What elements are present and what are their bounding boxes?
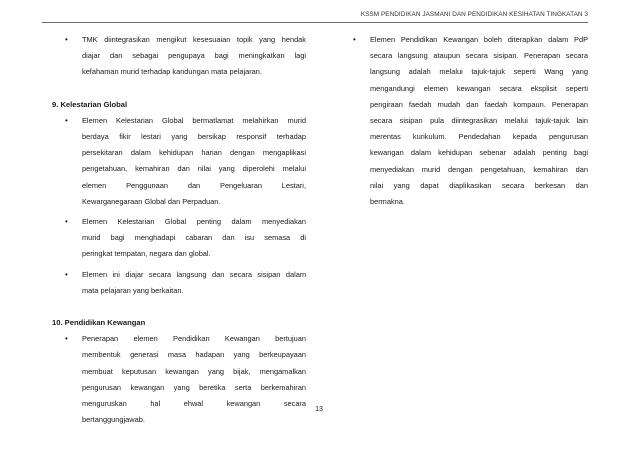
bullet-item-kewangan-2: [344, 32, 588, 210]
bullet-dot: •: [353, 35, 356, 44]
bullet-dot: •: [65, 217, 68, 227]
text-line: elemen Penggunaan dan Pengeluaran Lestari,: [82, 180, 306, 190]
spacer: [56, 81, 306, 97]
text-line: menyediakan murid dengan pengetahuan, kemahiran dan: [370, 164, 588, 174]
bullet-dot: •: [65, 334, 68, 344]
bullet-item-tmk: [56, 32, 306, 81]
bullet-item-kelestarian-2: [56, 214, 306, 263]
text-line: kefahaman murid terhadap kandungan mata pelajaran.: [82, 67, 262, 77]
section-heading-9: 9. Kelestarian Global: [52, 99, 128, 109]
bullet-item-kelestarian-3: [56, 267, 306, 299]
text-line: bertanggungjawab.: [82, 415, 145, 425]
text-line: Elemen Kelestarian Global penting dalam menyediakan: [82, 217, 306, 227]
text-line: berdaya fikir lestari yang bersikap responsif terhadap: [82, 132, 306, 142]
text-line: secara sisipan pula diintegrasikan melalui tajuk-tajuk lain: [370, 116, 588, 126]
bullet-dot: •: [65, 35, 68, 44]
text-line: pengurusan kewangan yang beretika serta berkemahiran: [82, 382, 306, 392]
spacer: [56, 299, 306, 315]
bullet-item-kewangan-1: [56, 331, 306, 428]
text-line: Penerapan elemen Pendidikan Kewangan bertujuan: [82, 334, 306, 344]
bullet-item-kelestarian-1: [56, 113, 306, 210]
text-line: membentuk generasi masa hadapan yang berkeupayaan: [82, 350, 306, 360]
text-line: Kewarganegaraan Global dan Perpaduan.: [82, 196, 221, 206]
text-line: bermakna.: [370, 197, 405, 207]
text-line: mengandungi elemen kewangan secara eksplisit seperti: [370, 83, 588, 93]
text-line: kewangan dalam kehidupan sebenar adalah penting bagi: [370, 148, 588, 158]
text-line: Elemen Kelestarian Global bermatlamat melahirkan murid: [82, 115, 306, 125]
text-line: pengiraan faedah mudah dan faedah kompaun. Penerapan: [370, 99, 588, 109]
left-column: [52, 32, 306, 428]
page-number: 13: [315, 406, 323, 413]
text-line: TMK diintegrasikan mengikut kesesuaian topik yang hendak: [82, 35, 306, 44]
header-rule: [42, 22, 588, 23]
text-line: mata pelajaran yang berkaitan.: [82, 285, 184, 295]
right-column: [344, 32, 588, 210]
text-line: peringkat tempatan, negara dan global.: [82, 249, 211, 259]
text-line: Elemen Pendidikan Kewangan boleh diterapkan dalam PdP: [370, 35, 588, 44]
text-line: persekitaran dalam kehidupan harian dengan mengaplikasi: [82, 148, 306, 158]
text-line: pengetahuan, kemahiran dan nilai yang diperolehi melalui: [82, 164, 306, 174]
text-line: nilai yang dapat diaplikasikan secara berkesan dan: [370, 180, 588, 190]
text-line: langsung adalah melalui tajuk-tajuk seperti Wang yang: [370, 67, 588, 77]
bullet-dot: •: [65, 269, 68, 279]
text-line: Elemen ini diajar secara langsung dan secara sisipan dalam: [82, 269, 306, 279]
running-header: KSSM PENDIDIKAN JASMANI DAN PENDIDIKAN KESIHATAN TINGKATAN 3: [360, 11, 588, 18]
section-heading-10: 10. Pendidikan Kewangan: [52, 318, 146, 328]
text-line: membuat keputusan kewangan yang bijak, mengamalkan: [82, 366, 306, 376]
text-line: merentas kurikulum. Pendedahan kepada pengurusan: [370, 132, 588, 142]
text-line: secara langsung ataupun secara sisipan. Penerapan secara: [370, 51, 588, 61]
text-line: diajar dan sebagai pengupaya bagi meningkatkan lagi: [82, 51, 306, 61]
bullet-dot: •: [65, 115, 68, 125]
text-line: menguruskan hal ehwal kewangan secara: [82, 399, 306, 409]
text-line: murid bagi menghadapi cabaran dan isu semasa di: [82, 233, 306, 243]
